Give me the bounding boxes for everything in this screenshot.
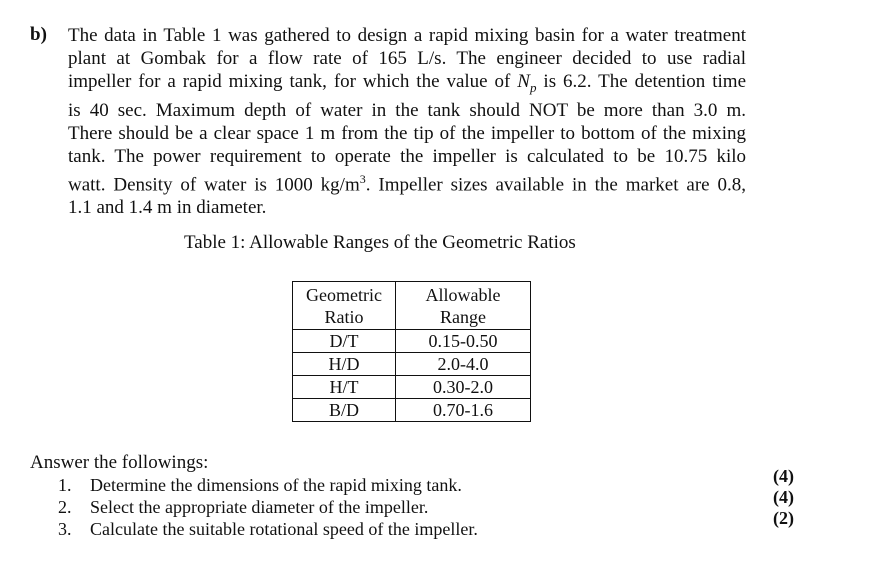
power-number-symbol: $N_p$ [517, 71, 537, 95]
paragraph-line [68, 168, 746, 196]
paragraph-line-head: impeller for a rapid mixing tank, for which the value of [68, 71, 518, 92]
paragraph-line: There should be a clear space 1 m from the tip of the impeller to bottom of the mixing [68, 122, 746, 144]
header-allowable-range: Allowable Range [396, 282, 531, 330]
paragraph-line: plant at Gombak for a flow rate of 165 L/s. The engineer decided to use radial [68, 48, 746, 69]
task-marks: (4) [773, 466, 794, 486]
cubic-superscript: 3 [359, 171, 366, 186]
previous-page-remnant [0, 0, 871, 4]
paragraph-line: is 40 sec. Maximum depth of water in the tank should NOT be more than 3.0 m. [68, 99, 746, 121]
list-item [58, 474, 478, 496]
paragraph-line [68, 70, 746, 99]
paragraph-line: 1.1 and 1.4 m in diameter. [68, 197, 267, 219]
ratio-cell: D/T [293, 330, 396, 353]
table-row [293, 376, 531, 399]
paragraph-line-tail: . Impeller sizes available in the market are 0.8, [365, 174, 746, 196]
task-text: Calculate the suitable rotational speed of the impeller. [90, 519, 478, 539]
task-number: 3. [58, 519, 72, 539]
list-item [58, 518, 478, 540]
paragraph-line: The data in Table 1 was gathered to design a rapid mixing basin for a water treatment [68, 25, 746, 46]
table-caption: Table 1: Allowable Ranges of the Geometric Ratios [184, 232, 576, 253]
task-marks: (4) [773, 487, 794, 507]
list-item [58, 496, 478, 518]
table-row [293, 353, 531, 376]
table-row [293, 399, 531, 422]
task-number: 2. [58, 497, 72, 517]
answer-intro: Answer the followings: [30, 452, 209, 473]
question-label: b) [30, 24, 47, 45]
range-cell: 0.30-2.0 [396, 376, 531, 399]
paragraph-line: tank. The power requirement to operate the impeller is calculated to be 10.75 kilo [68, 145, 746, 167]
geometric-ratios-table [292, 281, 531, 422]
task-text: Select the appropriate diameter of the impeller. [90, 497, 429, 517]
table-header-row [293, 282, 531, 330]
header-geometric-ratio: Geometric Ratio [293, 282, 396, 330]
task-list [58, 474, 478, 540]
task-marks: (2) [773, 508, 794, 528]
ratio-cell: B/D [293, 399, 396, 422]
ratio-cell: H/T [293, 376, 396, 399]
paragraph-line-head: watt. Density of water is 1000 kg/m [68, 174, 360, 196]
range-cell: 0.15-0.50 [396, 330, 531, 353]
range-cell: 0.70-1.6 [396, 399, 531, 422]
task-number: 1. [58, 475, 72, 495]
task-text: Determine the dimensions of the rapid mixing tank. [90, 475, 462, 495]
table-row [293, 330, 531, 353]
range-cell: 2.0-4.0 [396, 353, 531, 376]
paragraph-line-tail: is 6.2. The detention time [536, 71, 746, 92]
ratio-cell: H/D [293, 353, 396, 376]
question-paragraph [68, 24, 746, 219]
marks-column [773, 466, 794, 529]
